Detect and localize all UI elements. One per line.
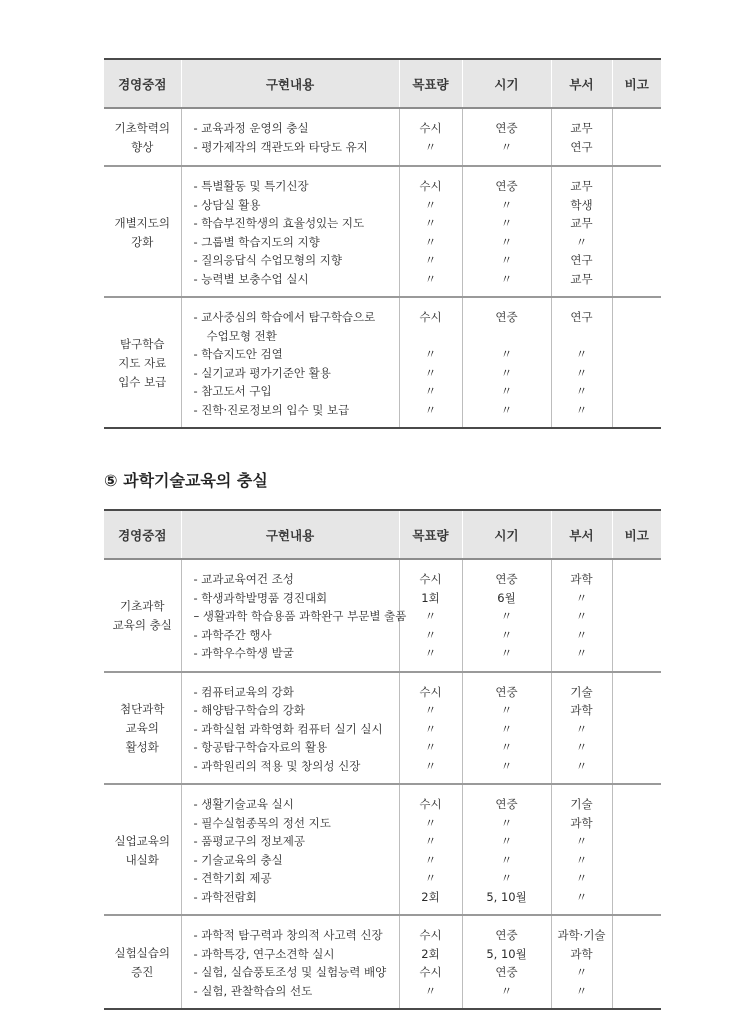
- table-row: [104, 559, 661, 672]
- target-value: 〃: [424, 815, 437, 830]
- dept-value: 과학: [570, 815, 593, 830]
- content-line: - 품평교구의 정보제공: [193, 834, 305, 848]
- period-value: 〃: [500, 834, 513, 848]
- dept-value: 연구: [570, 253, 593, 267]
- content-line: - 질의응답식 수업모형의 지향: [193, 253, 342, 267]
- content-line: - 기술교육의 충실: [193, 852, 283, 867]
- target-value: 〃: [424, 197, 437, 212]
- period-value: 〃: [500, 216, 513, 230]
- target-value: 〃: [424, 852, 437, 867]
- period-value: 〃: [500, 646, 513, 660]
- dept-value: 〃: [575, 889, 588, 904]
- target-value: 〃: [424, 347, 437, 361]
- target-value: 수시: [419, 310, 442, 324]
- target-value: [400, 327, 462, 346]
- dept-value: 과학: [570, 703, 593, 717]
- period-value: 5, 10월: [486, 889, 527, 904]
- target-value: 〃: [424, 402, 437, 417]
- period-value: 〃: [500, 703, 513, 717]
- dept-value: 기술: [570, 797, 593, 811]
- header-target: 목표량: [399, 59, 462, 108]
- content-line: - 실험, 실습풍토조성 및 실험능력 배양: [193, 965, 387, 979]
- dept-cell: [551, 166, 612, 297]
- target-value: 〃: [424, 721, 437, 736]
- target-value: 수시: [419, 928, 442, 942]
- period-cell: [462, 915, 551, 1009]
- plan-table-1: [104, 58, 661, 429]
- dept-value: [552, 327, 612, 346]
- period-value: 6월: [497, 590, 516, 605]
- target-value: 2회: [421, 889, 440, 904]
- dept-value: 교무: [570, 179, 593, 193]
- dept-cell: [551, 915, 612, 1009]
- target-value: 수시: [419, 179, 442, 193]
- note-cell: [612, 559, 661, 672]
- dept-value: 〃: [575, 234, 588, 249]
- header-target: 목표량: [399, 510, 462, 559]
- dept-value: 교무: [570, 271, 593, 286]
- dept-value: 과학·기술: [557, 928, 606, 942]
- target-value: 〃: [424, 740, 437, 754]
- dept-value: 〃: [575, 590, 588, 605]
- target-value: 〃: [424, 834, 437, 848]
- focus-cell: 기초과학 교육의 충실: [112, 599, 172, 633]
- header-focus: 경영중점: [118, 76, 167, 92]
- period-value: 〃: [500, 852, 513, 867]
- content-line: - 교사중심의 학습에서 탐구학습으로: [193, 310, 376, 324]
- target-value: 수시: [419, 121, 442, 135]
- content-line: - 특별활동 및 특기신장: [193, 179, 309, 193]
- section-title: ⑤ 과학기술교육의 충실: [104, 471, 268, 490]
- dept-value: 〃: [575, 871, 588, 885]
- target-value: 수시: [419, 797, 442, 811]
- content-line: - 과학적 탐구력과 창의적 사고력 신장: [193, 928, 383, 942]
- dept-value: 〃: [575, 983, 588, 998]
- content-line: - 과학우수학생 발굴: [193, 646, 294, 660]
- dept-value: 〃: [575, 852, 588, 867]
- note-cell: [612, 108, 661, 166]
- header-row: [104, 510, 661, 559]
- content-line: - 과학특강, 연구소견학 실시: [193, 946, 335, 961]
- period-value: 〃: [500, 234, 513, 249]
- header-period: 시기: [462, 510, 551, 559]
- content-line: - 실험, 관찰학습의 선도: [193, 983, 313, 998]
- period-value: 〃: [500, 815, 513, 830]
- dept-value: 〃: [575, 758, 588, 773]
- period-value: 연중: [495, 797, 518, 811]
- content-line: - 필수실험종목의 정선 지도: [193, 815, 331, 830]
- target-value: 〃: [424, 139, 437, 154]
- content-line: - 컴퓨터교육의 강화: [193, 684, 294, 699]
- dept-value: 〃: [575, 384, 588, 398]
- note-cell: [612, 297, 661, 428]
- dept-value: 〃: [575, 834, 588, 848]
- content-line: - 학습부진학생의 효율성있는 지도: [193, 216, 365, 230]
- plan-table-2: [104, 509, 661, 1010]
- table-row: [104, 108, 661, 166]
- target-cell: [399, 559, 462, 672]
- period-value: 연중: [495, 179, 518, 193]
- content-line: - 능력별 보충수업 실시: [193, 271, 309, 286]
- note-cell: [612, 166, 661, 297]
- table-row: [104, 784, 661, 915]
- target-value: 〃: [424, 365, 437, 380]
- dept-value: 과학: [570, 572, 593, 586]
- content-cell: [181, 166, 399, 297]
- header-row: [104, 59, 661, 108]
- content-line: - 학생과학발명품 경진대회: [193, 590, 328, 605]
- target-value: 〃: [424, 253, 437, 267]
- dept-value: 교무: [570, 216, 593, 230]
- content-line: - 실기교과 평가기준안 활용: [193, 365, 331, 380]
- dept-value: 〃: [575, 627, 588, 642]
- dept-value: 〃: [575, 646, 588, 660]
- content-cell: [181, 297, 399, 428]
- content-line: - 교육과정 운영의 충실: [193, 121, 309, 135]
- period-value: 연중: [495, 310, 518, 324]
- dept-value: 교무: [570, 121, 593, 135]
- header-content: 구현내용: [181, 510, 399, 559]
- period-value: 〃: [500, 871, 513, 885]
- period-cell: [462, 559, 551, 672]
- period-value: 〃: [500, 271, 513, 286]
- content-cell: [181, 108, 399, 166]
- period-value: 연중: [495, 928, 518, 942]
- focus-cell: 기초학력의 향상: [114, 121, 171, 154]
- period-value: 연중: [495, 121, 518, 135]
- dept-cell: [551, 672, 612, 785]
- period-value: 연중: [495, 572, 518, 586]
- period-cell: [462, 672, 551, 785]
- target-value: 1회: [421, 590, 440, 605]
- content-line: - 과학실험 과학영화 컴퓨터 실기 실시: [193, 721, 383, 736]
- focus-cell: 실업교육의 내실화: [114, 833, 171, 867]
- focus-cell: 탐구학습 지도 자료 입수 보급: [118, 337, 167, 389]
- content-line: - 견학기회 제공: [193, 871, 272, 885]
- header-note: 비고: [612, 59, 661, 108]
- content-cell: [181, 915, 399, 1009]
- dept-value: 〃: [575, 965, 588, 979]
- target-cell: [399, 784, 462, 915]
- dept-cell: [551, 297, 612, 428]
- period-cell: [462, 297, 551, 428]
- target-cell: [399, 108, 462, 166]
- content-line: - 그룹별 학습지도의 지향: [193, 234, 320, 249]
- content-line: 수업모형 전환: [206, 328, 277, 343]
- dept-value: 〃: [575, 609, 588, 623]
- target-value: 수시: [419, 572, 442, 586]
- period-value: 〃: [500, 983, 513, 998]
- table-row: [104, 166, 661, 297]
- target-value: 〃: [424, 384, 437, 398]
- period-value: 연중: [495, 684, 518, 699]
- header-content: 구현내용: [181, 59, 399, 108]
- dept-value: 〃: [575, 402, 588, 417]
- dept-value: 〃: [575, 365, 588, 380]
- target-value: 수시: [419, 965, 442, 979]
- header-note: 비고: [612, 510, 661, 559]
- period-value: 〃: [500, 609, 513, 623]
- content-line: - 생활기술교육 실시: [193, 797, 294, 811]
- note-cell: [612, 784, 661, 915]
- header-period: 시기: [462, 59, 551, 108]
- content-line: - 과학원리의 적용 및 창의성 신장: [193, 758, 361, 773]
- period-value: [463, 327, 551, 346]
- content-line: - 과학주간 행사: [193, 627, 272, 642]
- table-row: [104, 672, 661, 785]
- target-value: 〃: [424, 234, 437, 249]
- table-row: [104, 297, 661, 428]
- content-line: - 참고도서 구입: [193, 384, 272, 398]
- target-value: 2회: [421, 946, 440, 961]
- period-value: 〃: [500, 627, 513, 642]
- header-focus: 경영중점: [118, 527, 167, 543]
- target-cell: [399, 672, 462, 785]
- target-cell: [399, 915, 462, 1009]
- period-value: 〃: [500, 253, 513, 267]
- target-value: 〃: [424, 271, 437, 286]
- dept-value: 〃: [575, 740, 588, 754]
- content-line: - 교과교육여건 조성: [193, 572, 294, 586]
- dept-value: 과학: [570, 946, 593, 961]
- target-value: 〃: [424, 216, 437, 230]
- focus-cell: 개별지도의 강화: [114, 215, 171, 249]
- target-cell: [399, 297, 462, 428]
- dept-value: 연구: [570, 310, 593, 324]
- dept-value: 〃: [575, 721, 588, 736]
- content-line: - 과학전람회: [193, 889, 257, 904]
- content-line: - 학습지도안 검열: [193, 347, 283, 361]
- target-cell: [399, 166, 462, 297]
- dept-cell: [551, 559, 612, 672]
- header-dept: 부서: [551, 510, 612, 559]
- period-value: 5, 10월: [486, 946, 527, 961]
- target-value: 〃: [424, 627, 437, 642]
- target-value: 수시: [419, 684, 442, 699]
- content-line: - 항공탐구학습자료의 활용: [193, 740, 328, 754]
- period-value: 〃: [500, 721, 513, 736]
- target-value: 〃: [424, 703, 437, 717]
- content-line: - 평가제작의 객관도와 타당도 유지: [193, 139, 368, 154]
- period-cell: [462, 108, 551, 166]
- target-value: 〃: [424, 758, 437, 773]
- target-value: 〃: [424, 871, 437, 885]
- period-value: 〃: [500, 347, 513, 361]
- period-value: 〃: [500, 758, 513, 773]
- period-cell: [462, 166, 551, 297]
- dept-cell: [551, 108, 612, 166]
- header-dept: 부서: [551, 59, 612, 108]
- dept-value: 기술: [570, 684, 593, 699]
- period-value: 〃: [500, 197, 513, 212]
- period-value: 〃: [500, 365, 513, 380]
- period-value: 〃: [500, 740, 513, 754]
- period-value: 연중: [495, 965, 518, 979]
- note-cell: [612, 672, 661, 785]
- content-cell: [181, 559, 407, 672]
- target-value: 〃: [424, 983, 437, 998]
- period-cell: [462, 784, 551, 915]
- dept-cell: [551, 784, 612, 915]
- period-value: 〃: [500, 402, 513, 417]
- table-row: [104, 915, 661, 1009]
- period-value: 〃: [500, 139, 513, 154]
- content-line: – 생활과학 학습용품 과학완구 부문별 출품: [193, 609, 407, 623]
- content-line: - 해양탐구학습의 강화: [193, 703, 305, 717]
- focus-cell: 실험실습의 증진: [114, 946, 171, 979]
- focus-cell: 첨단과학 교육의 활성화: [120, 702, 165, 755]
- dept-value: 연구: [570, 139, 593, 154]
- dept-value: 〃: [575, 347, 588, 361]
- dept-value: 학생: [570, 197, 593, 212]
- content-line: - 상담실 활용: [193, 197, 261, 212]
- period-value: 〃: [500, 384, 513, 398]
- target-value: 〃: [424, 646, 437, 660]
- content-line: - 진학·진로정보의 입수 및 보급: [193, 402, 350, 417]
- content-cell: [181, 784, 399, 915]
- target-value: 〃: [424, 609, 437, 623]
- note-cell: [612, 915, 661, 1009]
- content-cell: [181, 672, 399, 785]
